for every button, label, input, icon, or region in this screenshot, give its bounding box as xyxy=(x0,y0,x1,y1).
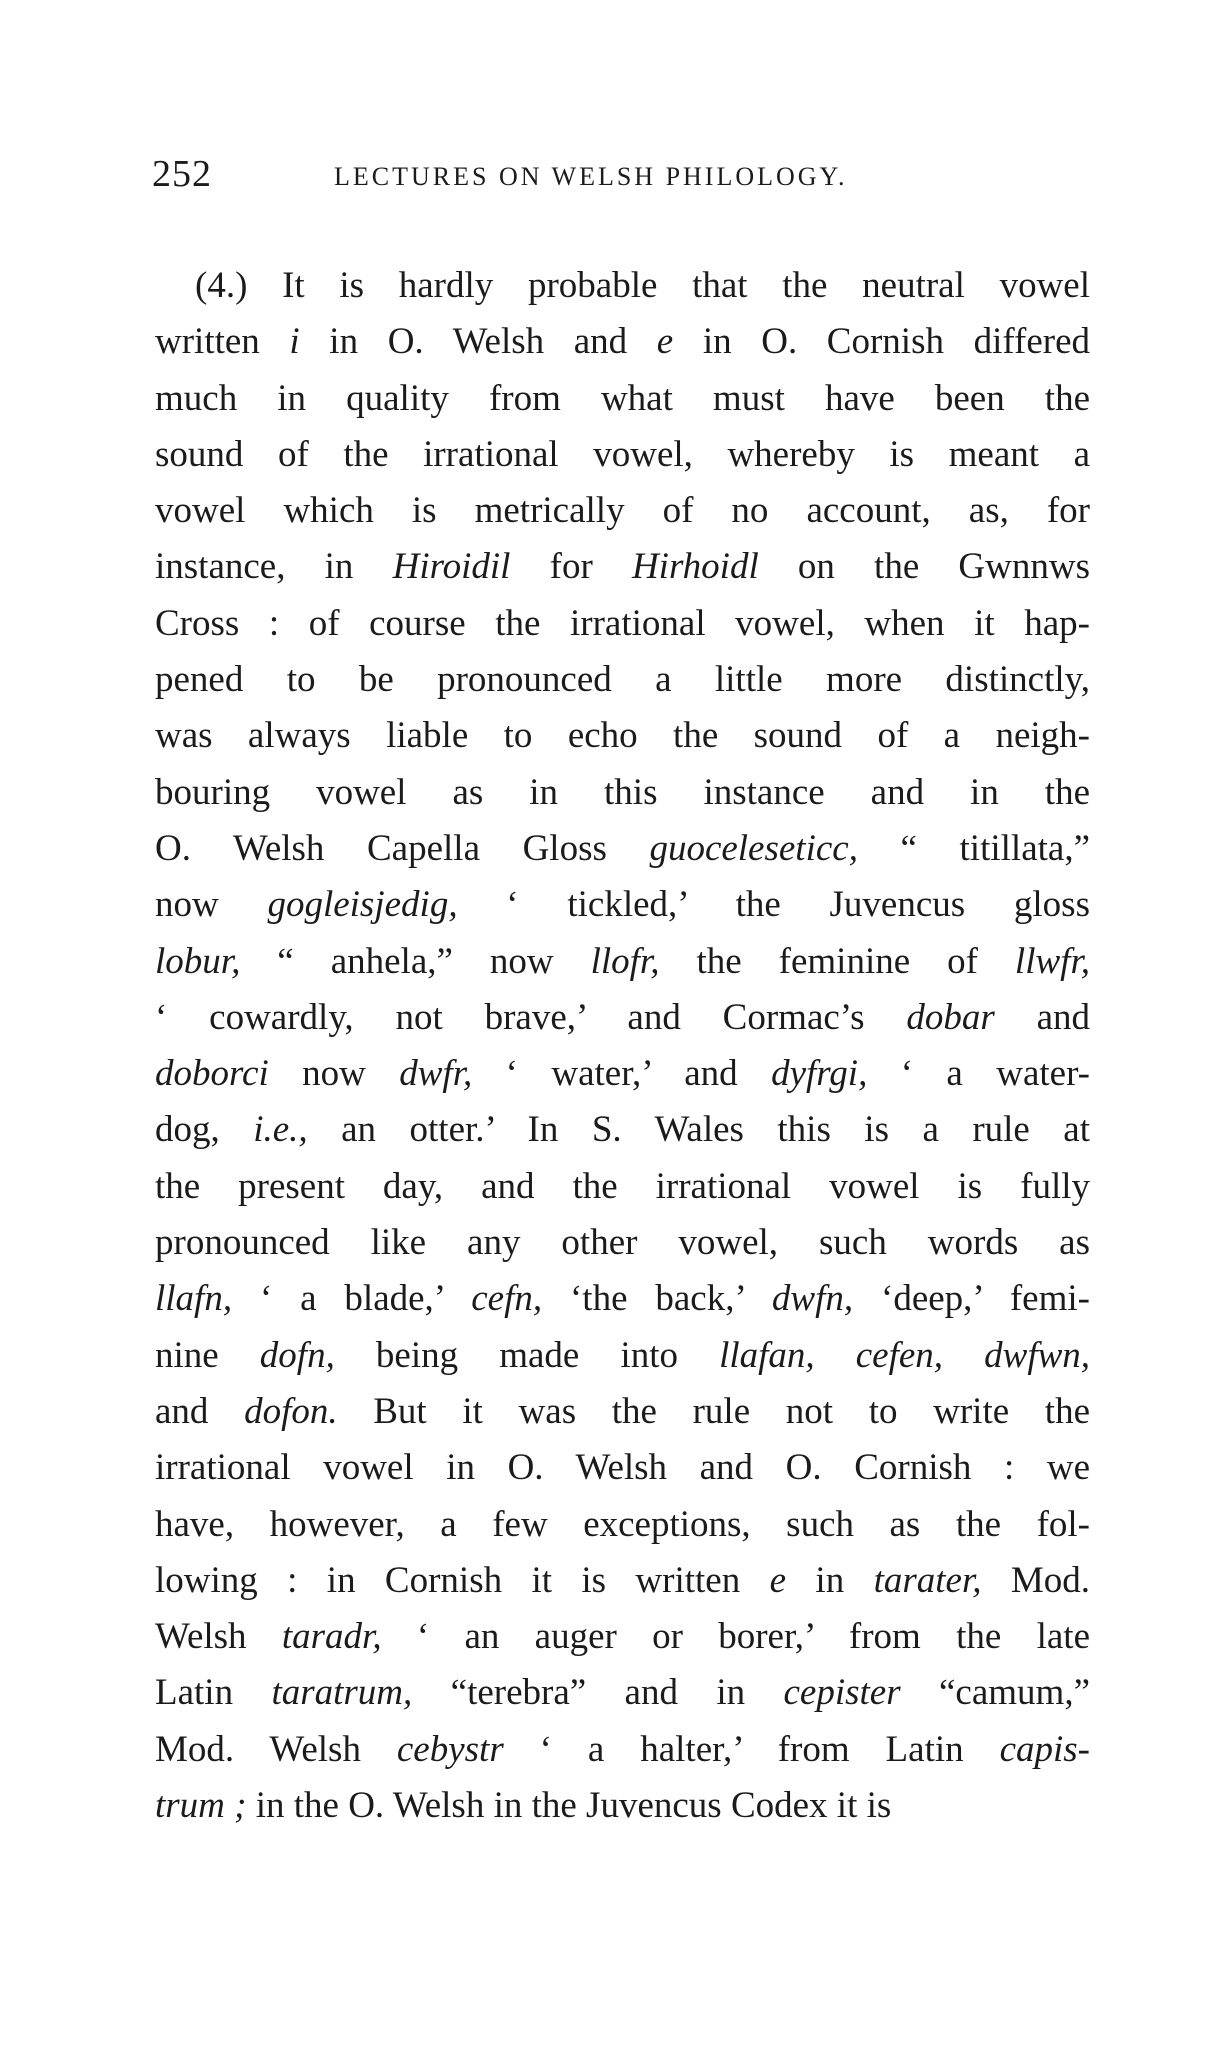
text-line xyxy=(155,1328,1090,1384)
text-run: ‘ cowardly, not brave,’ and Cormac’s xyxy=(155,996,907,1038)
text-line xyxy=(155,877,1090,933)
italic-word: dwfwn, xyxy=(984,1334,1091,1376)
text-line xyxy=(155,821,1090,877)
text-line xyxy=(155,1271,1090,1327)
text-run: Latin xyxy=(155,1672,272,1714)
text-line xyxy=(155,483,1090,539)
italic-word: cepister xyxy=(783,1672,901,1714)
italic-word: lobur, xyxy=(155,940,241,982)
text-run: But it was the rule not to write the xyxy=(337,1390,1090,1432)
italic-word: taratrum, xyxy=(271,1672,413,1714)
italic-word: llofr, xyxy=(590,940,660,982)
text-run: being made into xyxy=(334,1334,720,1376)
text-run: bouring vowel as in this instance and in the xyxy=(155,771,1090,813)
text-line xyxy=(155,427,1090,483)
text-run: lowing : in Cornish it is written xyxy=(155,1559,770,1601)
text-line xyxy=(155,314,1090,370)
text-line xyxy=(155,371,1090,427)
text-line xyxy=(155,934,1090,990)
text-run: Mod. Welsh xyxy=(155,1728,397,1770)
text-run: Mod. xyxy=(981,1559,1091,1601)
italic-word: cebystr xyxy=(396,1728,504,1770)
text-run: ‘ an auger or borer,’ from the late xyxy=(381,1616,1090,1658)
text-run: sound of the irrational vowel, whereby is meant a xyxy=(155,433,1090,475)
text-run: “camum,” xyxy=(900,1672,1090,1714)
text-line xyxy=(155,1609,1090,1665)
italic-word: gogleisjedig, xyxy=(267,884,458,926)
text-run: pened to be pronounced a little more distinctly, xyxy=(155,659,1090,701)
text-run xyxy=(943,1335,984,1376)
italic-word: trum ; xyxy=(155,1785,247,1827)
text-line xyxy=(155,1102,1090,1158)
text-line xyxy=(155,1046,1090,1102)
running-head: LECTURES ON WELSH PHILOLOGY. xyxy=(334,162,848,191)
text-line xyxy=(155,1722,1090,1778)
italic-word: tarater, xyxy=(873,1559,982,1601)
text-run: written xyxy=(155,321,290,363)
text-line xyxy=(155,1159,1090,1215)
text-run xyxy=(815,1335,856,1376)
italic-word: llafn, xyxy=(155,1278,233,1320)
italic-word: guoceleseticc, xyxy=(649,827,858,869)
text-run: on the Gwnnws xyxy=(758,546,1090,588)
text-line xyxy=(155,708,1090,764)
text-run: Cross : of course the irrational vowel, when it hap- xyxy=(155,602,1090,644)
text-run: was always liable to echo the sound of a neigh- xyxy=(155,715,1090,757)
italic-word: cefn, xyxy=(471,1278,543,1320)
italic-word: Hiroidil xyxy=(392,546,511,588)
text-run: (4.) It is hardly probable that the neutral vowel xyxy=(195,265,1090,306)
text-run: “ anhela,” now xyxy=(240,940,591,982)
text-run: pronounced like any other vowel, such words as xyxy=(155,1222,1090,1264)
italic-word: i.e., xyxy=(253,1109,308,1151)
text-line xyxy=(155,765,1090,821)
italic-word: dwfn, xyxy=(771,1278,854,1320)
italic-word: capis- xyxy=(999,1728,1090,1770)
italic-word: doborci xyxy=(155,1053,269,1095)
text-run: ‘ a halter,’ from Latin xyxy=(503,1728,1000,1770)
text-run: ‘ water,’ and xyxy=(472,1053,772,1095)
text-run: for xyxy=(510,546,632,588)
text-run: “ titillata,” xyxy=(857,827,1090,869)
text-run: in xyxy=(786,1559,874,1601)
text-run: the present day, and the irrational vowel is fully xyxy=(155,1165,1090,1207)
text-line xyxy=(155,1497,1090,1553)
text-line xyxy=(155,652,1090,708)
text-run: now xyxy=(155,884,268,926)
italic-word: dofon. xyxy=(244,1390,338,1432)
italic-word: dofn, xyxy=(259,1334,335,1376)
text-run: vowel which is metrically of no account, as, for xyxy=(155,490,1090,532)
body-paragraph xyxy=(155,258,1090,1834)
text-line xyxy=(155,1553,1090,1609)
page-number: 252 xyxy=(152,153,212,195)
italic-word: e xyxy=(656,321,674,363)
text-run: instance, in xyxy=(155,546,393,588)
italic-word: llafan, xyxy=(719,1334,815,1376)
text-line xyxy=(155,258,1090,314)
text-run: much in quality from what must have been the xyxy=(155,377,1090,419)
italic-word: e xyxy=(769,1559,787,1601)
text-line xyxy=(155,1384,1090,1440)
text-line xyxy=(155,1665,1090,1721)
italic-word: cefen, xyxy=(855,1334,944,1376)
text-run: and xyxy=(155,1390,245,1432)
text-run: ‘deep,’ femi- xyxy=(853,1278,1090,1320)
text-run: dog, xyxy=(155,1109,254,1151)
text-run: ‘the back,’ xyxy=(542,1278,772,1320)
text-run: an otter.’ In S. Wales this is a rule at xyxy=(307,1109,1091,1151)
text-run: in O. Cornish differed xyxy=(673,321,1090,363)
text-run: O. Welsh Capella Gloss xyxy=(155,827,650,869)
italic-word: dyfrgi, xyxy=(771,1053,868,1095)
italic-word: dwfr, xyxy=(399,1053,473,1095)
text-line xyxy=(155,1215,1090,1271)
text-run: ‘ a blade,’ xyxy=(232,1278,472,1320)
italic-word: llwfr, xyxy=(1014,940,1090,982)
text-run: Welsh xyxy=(155,1616,282,1658)
italic-word: dobar xyxy=(906,996,995,1038)
text-line xyxy=(155,990,1090,1046)
text-line xyxy=(155,1440,1090,1496)
text-run: in O. Welsh and xyxy=(299,321,657,363)
italic-word: Hirhoidl xyxy=(631,546,759,588)
text-run: the feminine of xyxy=(659,940,1015,982)
text-line xyxy=(155,539,1090,595)
text-line xyxy=(155,1778,1090,1834)
page-header xyxy=(152,152,1072,202)
text-run: have, however, a few exceptions, such as the fol- xyxy=(155,1503,1090,1545)
text-run: ‘ tickled,’ the Juvencus gloss xyxy=(457,884,1090,926)
text-run: and xyxy=(994,996,1090,1038)
text-run: “terebra” and in xyxy=(412,1672,784,1714)
text-run: now xyxy=(268,1053,400,1095)
italic-word: i xyxy=(289,321,300,363)
text-line xyxy=(155,596,1090,652)
text-run: irrational vowel in O. Welsh and O. Cornish : we xyxy=(155,1447,1090,1489)
text-run: ‘ a water- xyxy=(867,1053,1090,1095)
text-run: in the O. Welsh in the Juvencus Codex it is xyxy=(246,1785,892,1827)
text-run: nine xyxy=(155,1334,260,1376)
italic-word: taradr, xyxy=(281,1616,382,1658)
